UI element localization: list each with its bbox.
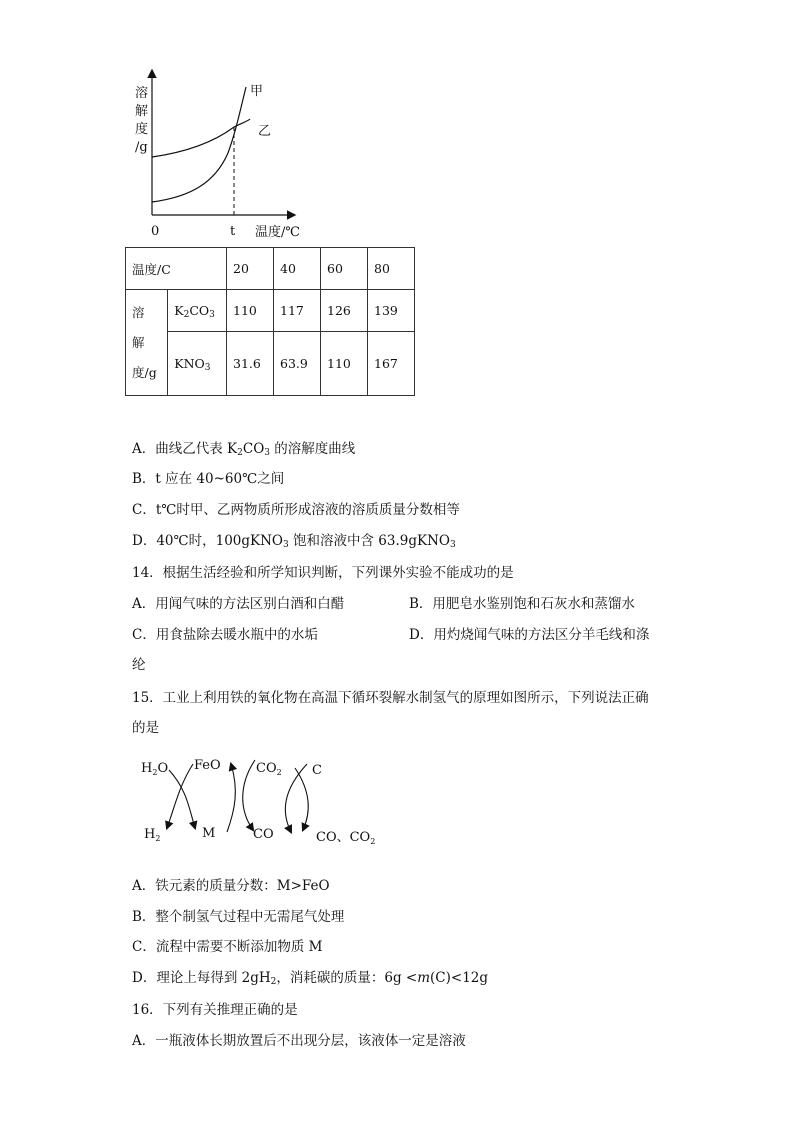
curve-jia-label: 甲 (250, 84, 264, 99)
substance-kno3: $KNO_3$ (168, 332, 227, 396)
label-m: M (202, 826, 216, 841)
q13-option-a: A．曲线乙代表 $K_2CO_3$ 的溶解度曲线 (132, 441, 356, 458)
arrow-c-to-co-co2 (285, 764, 307, 832)
q16-stem: 16．下列有关推理正确的是 (132, 1002, 298, 1018)
origin-label: 0 (151, 224, 160, 239)
q15-stem-line1: 15．工业上利用铁的氧化物在高温下循环裂解水制氢气的原理如图所示，下列说法正确 (132, 690, 649, 706)
q15-option-a: A．铁元素的质量分数：M>FeO (132, 878, 330, 894)
q15-option-c: C．流程中需要不断添加物质 M (132, 939, 323, 955)
value-cell: 139 (368, 290, 415, 332)
arrow-m-to-feo (227, 764, 235, 832)
q13-option-c: C．t℃时甲、乙两物质所形成溶液的溶质质量分数相等 (132, 502, 460, 518)
q14-stem: 14．根据生活经验和所学知识判断，下列课外实验不能成功的是 (132, 565, 514, 581)
solubility-graph (120, 65, 320, 245)
q15-option-d: D．理论上每得到 $2gH_2$，消耗碳的质量：6g <m(C)<12g (132, 970, 489, 987)
sol-label-3: 度/g (132, 364, 157, 380)
sol-label-1: 溶 (132, 304, 145, 320)
x-axis-label: 温度/℃ (255, 225, 300, 240)
label-co2: $CO_2$ (256, 761, 282, 777)
value-cell: 31.6 (227, 332, 274, 396)
temp-cell: 40 (274, 248, 321, 290)
q14-option-d: D．用灼烧闻气味的方法区分羊毛线和涤 (409, 627, 650, 643)
q14-option-a: A．用闻气味的方法区别白酒和白醋 (132, 596, 345, 612)
q13-option-d: D．40℃时，100gKNO$_3$ 饱和溶液中含 63.9gKNO$_3$ (132, 533, 456, 550)
curve-yi (152, 119, 250, 157)
label-h2o: $H_2O$ (141, 761, 169, 777)
solubility-header (126, 290, 168, 396)
q14-option-c: C．用食盐除去暖水瓶中的水垢 (132, 627, 318, 643)
q15-stem-line2: 的是 (132, 720, 159, 736)
temp-cell: 20 (227, 248, 274, 290)
label-c: C (312, 763, 322, 778)
t-label: t (230, 224, 236, 239)
label-co-co2: CO、$CO_2$ (316, 830, 376, 846)
q14-option-d-continued: 纶 (132, 657, 146, 673)
q13-option-b: B．t 应在 40~60℃之间 (132, 471, 285, 487)
curve-yi-label: 乙 (258, 124, 272, 139)
value-cell: 110 (227, 290, 274, 332)
y-label-4: /g (135, 140, 148, 155)
curve-jia (152, 87, 246, 202)
arrow-h2o-to-m (169, 770, 195, 828)
label-co: CO (253, 827, 274, 842)
label-h2: $H_2$ (144, 827, 161, 843)
temp-cell: 80 (368, 248, 415, 290)
y-label-1: 溶 (135, 86, 149, 101)
arrow-co-to-co2 (243, 760, 255, 830)
y-label-3: 度 (135, 122, 149, 137)
label-feo: FeO (194, 758, 221, 773)
value-cell: 110 (321, 332, 368, 396)
q14-option-b: B．用肥皂水鉴别饱和石灰水和蒸馏水 (409, 596, 635, 612)
arrow-feo-to-h2 (167, 764, 193, 828)
value-cell: 63.9 (274, 332, 321, 396)
temp-cell: 60 (321, 248, 368, 290)
value-cell: 126 (321, 290, 368, 332)
y-label-2: 解 (135, 104, 149, 119)
sol-label-2: 解 (132, 334, 145, 350)
q15-option-b: B．整个制氢气过程中无需尾气处理 (132, 909, 345, 925)
value-cell: 117 (274, 290, 321, 332)
temp-header: 温度/C (126, 248, 227, 290)
q15-cycle-diagram (135, 750, 395, 850)
substance-k2co3: $K_2CO_3$ (168, 290, 227, 332)
q16-option-a: A．一瓶液体长期放置后不出现分层，该液体一定是溶液 (132, 1033, 466, 1049)
value-cell: 167 (368, 332, 415, 396)
solubility-table (125, 247, 415, 396)
